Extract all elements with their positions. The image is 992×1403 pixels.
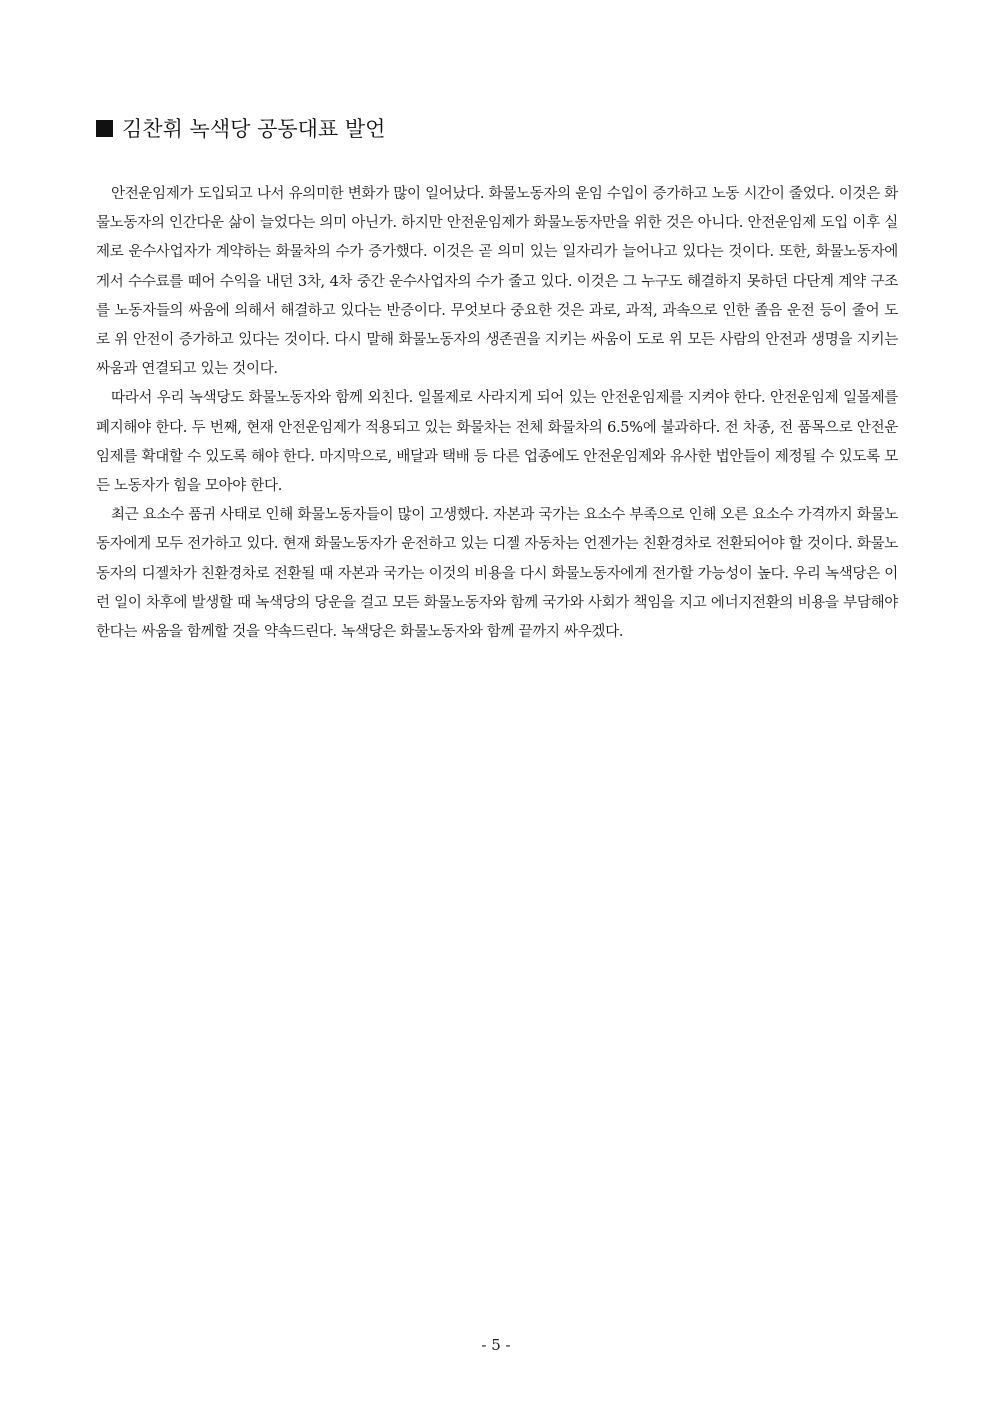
paragraph: 따라서 우리 녹색당도 화물노동자와 함께 외친다. 일몰제로 사라지게 되어 있는 안전운임제를 지켜야 한다. 안전운임제 일몰제를 폐지해야 한다. 두 번째, 현재 안전운임제가 적용되고 있는 화물차는 전체 화물차의 6.5%에 불과하다. 전 차종, 전 품목으로 안전운임제를 확대할 수 있도록 해야 한다. 마지막으로, 배달과 택배 등 다른 업종에도 안전운임제와 유사한 법안들이 제정될 수 있도록 모든 노동자가 힘을 모아야 한다.	[96, 390, 898, 495]
paragraph: 안전운임제가 도입되고 나서 유의미한 변화가 많이 일어났다. 화물노동자의 운임 수입이 증가하고 노동 시간이 줄었다. 이것은 화물노동자의 인간다운 삶이 늘었다는 의미 아닌가. 하지만 안전운임제가 화물노동자만을 위한 것은 아니다. 안전운임제 도입 이후 실제로 운수사업자가 계약하는 화물차의 수가 증가했다. 이것은 곧 의미 있는 일자리가 늘어나고 있다는 것이다. 또한, 화물노동자에게서 수수료를 떼어 수익을 내던 3차, 4차 중간 운수사업자의 수가 줄고 있다. 이것은 그 누구도 해결하지 못하던 다단계 계약 구조를 노동자들의 싸움에 의해서 해결하고 있다는 반증이다. 무엇보다 중요한 것은 과로, 과적, 과속으로 인한 졸음 운전 등이 줄어 도로 위 안전이 증가하고 있다는 것이다. 다시 말해 화물노동자의 생존권을 지키는 싸움이 도로 위 모든 사람의 안전과 생명을 지키는 싸움과 연결되고 있는 것이다.	[96, 186, 898, 378]
paragraph: 최근 요소수 품귀 사태로 인해 화물노동자들이 많이 고생했다. 자본과 국가는 요소수 부족으로 인해 오른 요소수 가격까지 화물노동자에게 모두 전가하고 있다. 현재 화물노동자가 운전하고 있는 디젤 자동차는 언젠가는 친환경차로 전환되어야 할 것이다. 화물노동자의 디젤차가 친환경차로 전환될 때 자본과 국가는 이것의 비용을 다시 화물노동자에게 전가할 가능성이 높다. 우리 녹색당은 이런 일이 차후에 발생할 때 녹색당의 당운을 걸고 모든 화물노동자와 함께 국가와 사회가 책임을 지고 에너지전환의 비용을 부담해야 한다는 싸움을 함께할 것을 약속드린다. 녹색당은 화물노동자와 함께 끝까지 싸우겠다.	[96, 507, 898, 641]
section-heading	[96, 112, 896, 146]
body-text	[96, 180, 898, 647]
page-number: - 5 -	[481, 1336, 511, 1354]
section-heading-text: 김찬휘 녹색당 공동대표 발언	[122, 117, 386, 141]
black-square-icon	[96, 120, 113, 137]
